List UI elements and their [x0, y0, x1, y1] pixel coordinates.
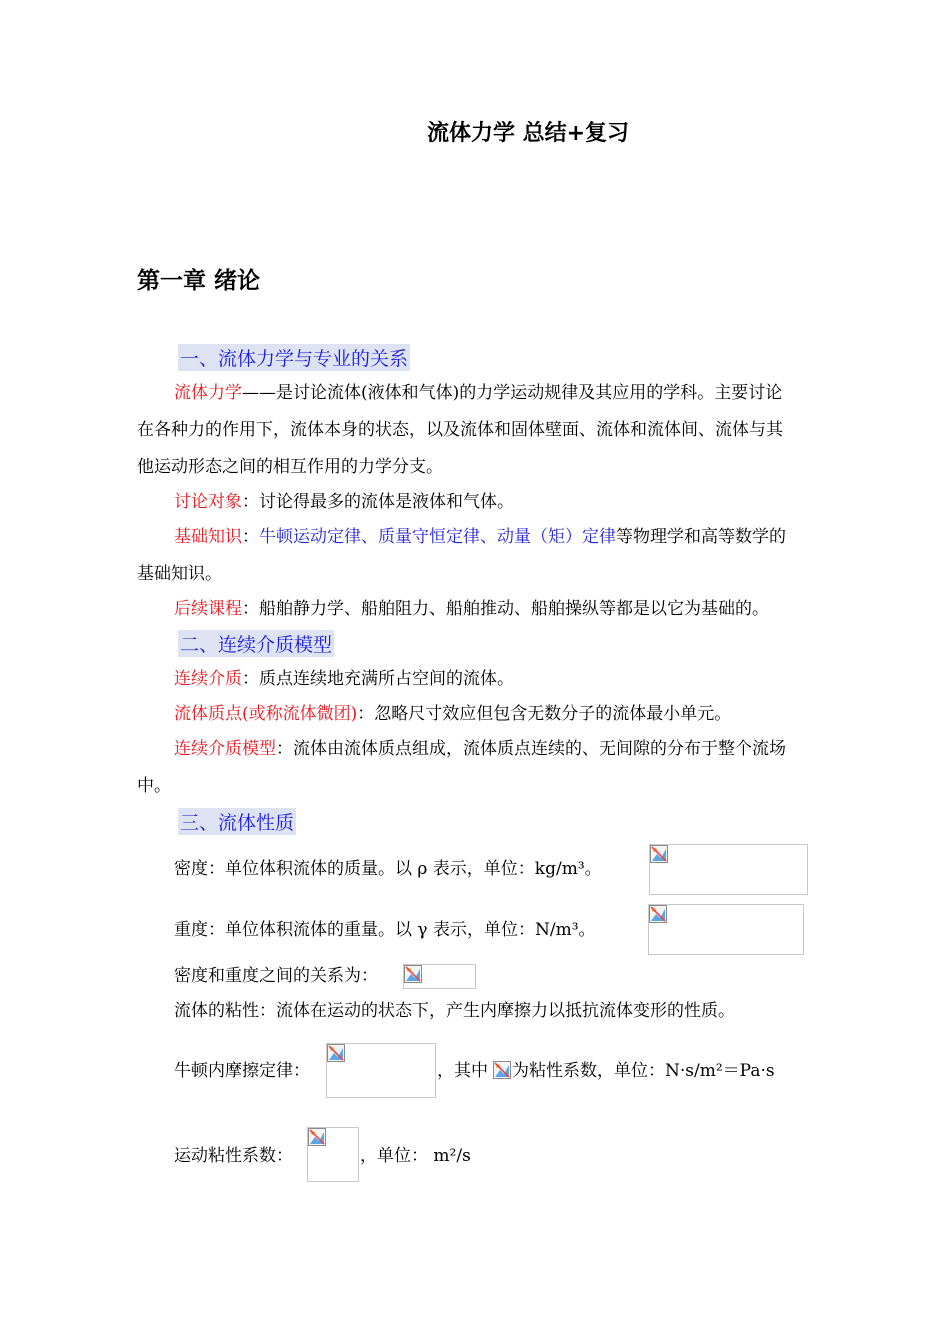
- density-line: 密度：单位体积流体的质量。以 ρ 表示，单位：kg/m³。: [174, 859, 602, 879]
- broken-image-icon: [649, 905, 667, 923]
- broken-image-icon: [327, 1044, 345, 1062]
- subject-text: ：讨论得最多的流体是液体和气体。: [242, 492, 514, 512]
- paragraph-fluid-particle: [174, 704, 731, 725]
- term-continuum: 连续介质: [174, 669, 242, 689]
- newton-mid: ，其中: [437, 1061, 488, 1081]
- definition-text: ——是讨论流体(液体和气体)的力学运动规律及其应用的学科。主要讨论: [242, 383, 783, 403]
- broken-image-icon: [404, 965, 422, 983]
- kinematic-rest: ，单位： m²/s: [360, 1146, 471, 1166]
- viscosity-symbol-image-icon: [493, 1061, 511, 1079]
- paragraph-continuum-model-line1: [174, 739, 786, 760]
- kinematic-label: 运动粘性系数：: [174, 1146, 293, 1166]
- courses-text: ：船舶静力学、船舶阻力、船舶推动、船舶操纵等都是以它为基础的。: [242, 599, 769, 619]
- newton-rest: 为粘性系数，单位：N·s/m²＝Pa·s: [512, 1061, 775, 1081]
- term-fluid-mechanics: 流体力学: [174, 383, 242, 403]
- broken-image-icon: [650, 845, 668, 863]
- paragraph-basics-line1: [174, 527, 786, 548]
- continuum-model-text: ：流体由流体质点组成，流体质点连续的、无间隙的分布于整个流场: [276, 739, 786, 759]
- weight-formula-image: [648, 904, 804, 955]
- term-continuum-model: 连续介质模型: [174, 739, 276, 759]
- paragraph-continuum: [174, 669, 514, 690]
- paragraph-fluid-mechanics-line1: [174, 383, 782, 404]
- newton-law-formula-image: [326, 1043, 436, 1098]
- paragraph-basics-line2: 基础知识。: [137, 564, 222, 584]
- chapter-heading: 第一章 绪论: [137, 268, 261, 294]
- continuum-text: ：质点连续地充满所占空间的流体。: [242, 669, 514, 689]
- basics-colon: ：: [242, 527, 259, 547]
- term-subject: 讨论对象: [174, 492, 242, 512]
- section-heading-3: 三、流体性质: [178, 808, 296, 835]
- viscosity-line: 流体的粘性：流体在运动的状态下，产生内摩擦力以抵抗流体变形的性质。: [174, 1001, 735, 1021]
- newton-label: 牛顿内摩擦定律：: [174, 1061, 310, 1081]
- term-courses: 后续课程: [174, 599, 242, 619]
- section-heading-1: 一、流体力学与专业的关系: [178, 344, 410, 371]
- term-basics: 基础知识: [174, 527, 242, 547]
- broken-image-icon: [308, 1128, 326, 1146]
- fluid-particle-text: ：忽略尺寸效应但包含无数分子的流体最小单元。: [357, 704, 732, 724]
- relation-formula-image: [403, 964, 476, 989]
- page-title: 流体力学 总结+复习: [426, 121, 630, 146]
- basics-rest: 等物理学和高等数学的: [616, 527, 786, 547]
- density-formula-image: [649, 844, 808, 895]
- term-fluid-particle: 流体质点(或称流体微团): [174, 704, 358, 724]
- laws-text: 牛顿运动定律、质量守恒定律、动量（矩）定律: [259, 527, 616, 547]
- weight-line: 重度：单位体积流体的重量。以 γ 表示，单位：N/m³。: [174, 920, 596, 940]
- paragraph-subject: [174, 492, 514, 513]
- section-heading-2: 二、连续介质模型: [178, 630, 334, 657]
- paragraph-fluid-mechanics-line3: 他运动形态之间的相互作用的力学分支。: [137, 457, 443, 477]
- paragraph-fluid-mechanics-line2: 在各种力的作用下，流体本身的状态，以及流体和固体壁面、流体和流体间、流体与其: [137, 420, 783, 440]
- paragraph-continuum-model-line2: 中。: [137, 776, 171, 796]
- kinematic-formula-image: [307, 1127, 359, 1182]
- paragraph-courses: [174, 599, 769, 620]
- relation-line: 密度和重度之间的关系为：: [174, 966, 378, 986]
